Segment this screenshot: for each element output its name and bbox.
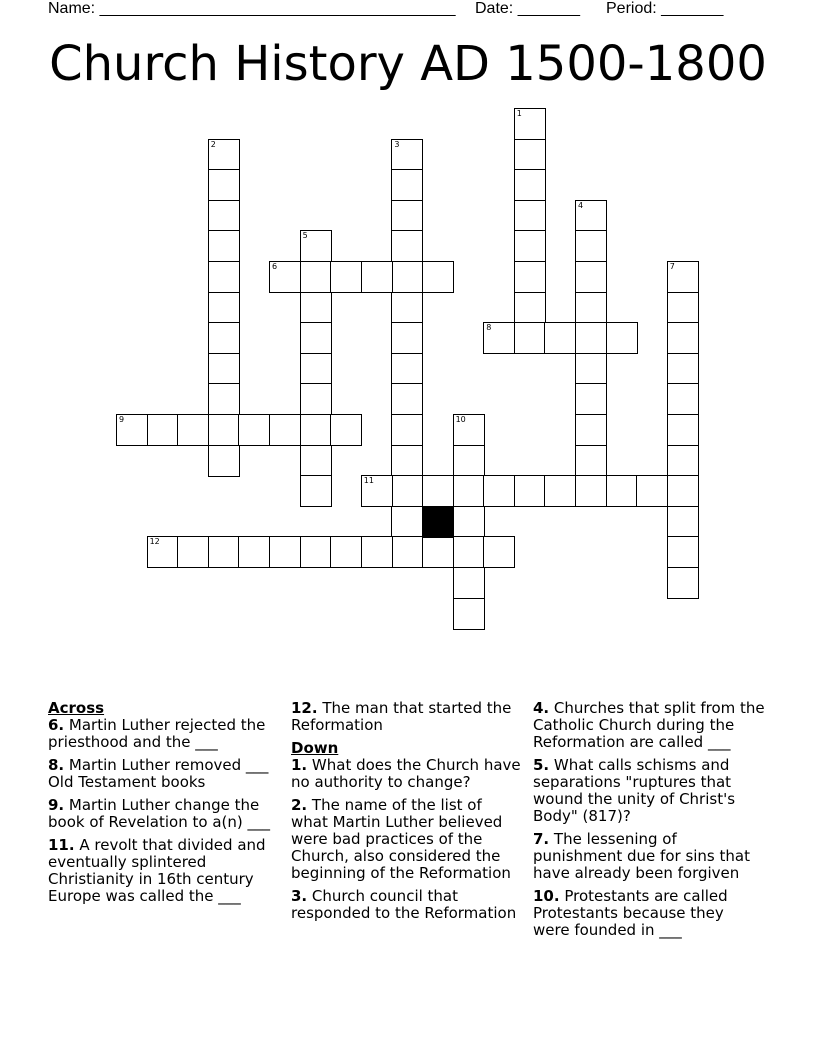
black-cell	[422, 506, 454, 538]
clue-down-5: 5. What calls schisms and separations "ruptures that wound the unity of Christ's Body" (817)?	[533, 756, 736, 825]
crossword-cell[interactable]	[269, 536, 301, 568]
crossword-cell[interactable]	[208, 536, 240, 568]
crossword-cell[interactable]	[300, 383, 332, 415]
clue-across-11: 11. A revolt that divided and eventually splintered Christianity in 16th century Europe was called the ___	[48, 836, 266, 905]
crossword-cell[interactable]	[544, 475, 576, 507]
crossword-cell[interactable]	[667, 414, 699, 446]
crossword-cell[interactable]	[575, 261, 607, 293]
crossword-cell[interactable]	[453, 567, 485, 599]
clue-down-7: 7. The lessening of punishment due for sins that have already been forgiven	[533, 830, 750, 882]
crossword-cell[interactable]	[147, 414, 179, 446]
crossword-cell[interactable]	[514, 169, 546, 201]
crossword-cell[interactable]	[667, 506, 699, 538]
crossword-cell[interactable]	[422, 475, 454, 507]
crossword-cell[interactable]	[208, 445, 240, 477]
clue-across-9: 9. Martin Luther change the book of Revelation to a(n) ___	[48, 796, 270, 831]
crossword-cell[interactable]	[391, 383, 423, 415]
across-heading: Across	[48, 699, 105, 717]
crossword-cell[interactable]	[514, 108, 546, 140]
crossword-cell[interactable]	[208, 353, 240, 385]
clue-across-12: 12. The man that started the Reformation	[291, 699, 512, 734]
crossword-cell[interactable]	[391, 445, 423, 477]
down-heading: Down	[291, 739, 339, 757]
crossword-cell[interactable]	[300, 475, 332, 507]
crossword-cell[interactable]	[483, 475, 515, 507]
crossword-cell[interactable]	[422, 261, 454, 293]
crossword-cell[interactable]	[238, 536, 270, 568]
crossword-cell[interactable]	[238, 414, 270, 446]
clue-number: 10	[455, 415, 466, 424]
crossword-cell[interactable]	[361, 261, 393, 293]
crossword-cell[interactable]	[514, 200, 546, 232]
crossword-cell[interactable]	[116, 414, 148, 446]
crossword-cell[interactable]	[391, 414, 423, 446]
crossword-cell[interactable]	[453, 445, 485, 477]
crossword-cell[interactable]	[667, 445, 699, 477]
crossword-cell[interactable]	[667, 353, 699, 385]
crossword-cell[interactable]	[300, 322, 332, 354]
clue-number: 7	[669, 262, 675, 271]
clue-number: 8	[486, 323, 492, 333]
crossword-cell[interactable]	[177, 414, 209, 446]
crossword-cell[interactable]	[300, 261, 332, 293]
crossword-cell[interactable]	[667, 292, 699, 324]
crossword-cell[interactable]	[575, 322, 607, 354]
clues-column-1	[48, 700, 272, 911]
name-field[interactable]: Name: ________________________________________	[48, 0, 456, 17]
crossword-cell[interactable]	[514, 322, 546, 354]
crossword-cell[interactable]	[453, 536, 485, 568]
crossword-cell[interactable]	[391, 261, 423, 293]
crossword-cell[interactable]	[300, 445, 332, 477]
crossword-cell[interactable]	[391, 200, 423, 232]
crossword-cell[interactable]	[544, 322, 576, 354]
crossword-cell[interactable]	[667, 475, 699, 507]
crossword-cell[interactable]	[300, 353, 332, 385]
crossword-cell[interactable]	[453, 598, 485, 630]
crossword-cell[interactable]	[575, 200, 607, 232]
crossword-cell[interactable]	[667, 536, 699, 568]
crossword-cell[interactable]	[300, 292, 332, 324]
crossword-cell[interactable]	[361, 536, 393, 568]
clue-number: 5	[302, 231, 308, 241]
crossword-cell[interactable]	[330, 261, 362, 293]
clue-number: 4	[578, 200, 584, 210]
crossword-cell[interactable]	[300, 230, 332, 262]
crossword-cell[interactable]	[575, 445, 607, 477]
crossword-cell[interactable]	[330, 414, 362, 446]
clue-number: 9	[119, 415, 125, 424]
crossword-cell[interactable]	[147, 536, 179, 568]
crossword-cell[interactable]	[514, 261, 546, 293]
crossword-cell[interactable]	[269, 414, 301, 446]
crossword-cell[interactable]	[208, 200, 240, 232]
clues-column-3	[533, 700, 765, 945]
clue-across-8: 8. Martin Luther removed ___ Old Testament books	[48, 756, 269, 791]
crossword-cell[interactable]	[483, 536, 515, 568]
crossword-cell[interactable]	[453, 414, 485, 446]
crossword-cell[interactable]	[422, 536, 454, 568]
clue-down-3: 3. Church council that responded to the Reformation	[291, 887, 517, 922]
crossword-cell[interactable]	[575, 383, 607, 415]
clue-down-10: 10. Protestants are called Protestants because they were founded in ___	[533, 887, 728, 939]
clue-number: 6	[272, 262, 278, 271]
crossword-cell[interactable]	[177, 536, 209, 568]
crossword-cell[interactable]	[483, 322, 515, 354]
clue-number: 1	[516, 109, 522, 118]
crossword-cell[interactable]	[208, 383, 240, 415]
crossword-cell[interactable]	[208, 261, 240, 293]
crossword-cell[interactable]	[361, 475, 393, 507]
crossword-cell[interactable]	[300, 414, 332, 446]
crossword-cell[interactable]	[208, 169, 240, 201]
crossword-cell[interactable]	[391, 169, 423, 201]
crossword-cell[interactable]	[636, 475, 668, 507]
crossword-cell[interactable]	[667, 383, 699, 415]
crossword-cell[interactable]	[391, 322, 423, 354]
clue-down-4: 4. Churches that split from the Catholic Church during the Reformation are called ___	[533, 699, 765, 751]
crossword-cell[interactable]	[269, 261, 301, 293]
date-field[interactable]: Date: _______	[475, 0, 580, 17]
crossword-cell[interactable]	[391, 536, 423, 568]
crossword-cell[interactable]	[453, 475, 485, 507]
crossword-cell[interactable]	[391, 353, 423, 385]
crossword-cell[interactable]	[667, 567, 699, 599]
crossword-cell[interactable]	[330, 536, 362, 568]
crossword-cell[interactable]	[208, 322, 240, 354]
clue-number: 3	[394, 139, 400, 149]
crossword-cell[interactable]	[208, 139, 240, 171]
crossword-cell[interactable]	[606, 322, 638, 354]
crossword-cell[interactable]	[667, 261, 699, 293]
crossword-cell[interactable]	[208, 230, 240, 262]
crossword-cell[interactable]	[575, 353, 607, 385]
crossword-cell[interactable]	[514, 292, 546, 324]
clue-down-2: 2. The name of the list of what Martin Luther believed were bad practices of the Church, also considered the beginning of the Reformation	[291, 796, 511, 882]
clue-number: 11	[363, 476, 374, 486]
crossword-cell[interactable]	[575, 475, 607, 507]
period-field[interactable]: Period: _______	[606, 0, 724, 17]
crossword-cell[interactable]	[208, 414, 240, 446]
clue-across-6: 6. Martin Luther rejected the priesthood and the ___	[48, 716, 266, 751]
crossword-cell[interactable]	[514, 230, 546, 262]
clue-number: 12	[149, 537, 160, 547]
crossword-cell[interactable]	[575, 414, 607, 446]
page-title: Church History AD 1500-1800	[49, 36, 767, 92]
crossword-cell[interactable]	[391, 506, 423, 538]
crossword-cell[interactable]	[667, 322, 699, 354]
crossword-cell[interactable]	[391, 292, 423, 324]
crossword-cell[interactable]	[391, 139, 423, 171]
crossword-cell[interactable]	[391, 475, 423, 507]
clue-down-1: 1. What does the Church have no authority to change?	[291, 756, 521, 791]
crossword-cell[interactable]	[208, 292, 240, 324]
clue-number: 2	[210, 139, 216, 149]
crossword-cell[interactable]	[391, 230, 423, 262]
crossword-cell[interactable]	[514, 475, 546, 507]
crossword-cell[interactable]	[606, 475, 638, 507]
crossword-cell[interactable]	[575, 292, 607, 324]
crossword-cell[interactable]	[514, 139, 546, 171]
crossword-cell[interactable]	[453, 506, 485, 538]
crossword-cell[interactable]	[575, 230, 607, 262]
clues-column-2	[291, 700, 523, 928]
crossword-cell[interactable]	[300, 536, 332, 568]
